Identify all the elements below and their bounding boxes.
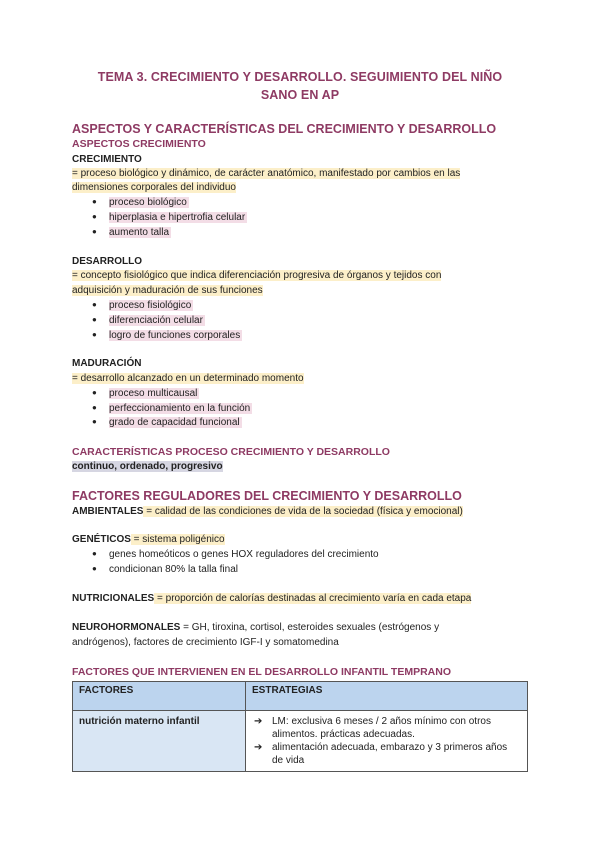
list-item: ● genes homeóticos o genes HOX reguladores del crecimiento [92, 549, 379, 560]
neurohormonales-line1: NEUROHORMONALES = GH, tiroxina, cortisol, esteroides sexuales (estrógenos y [72, 622, 440, 633]
nutricionales-line: NUTRICIONALES = proporción de calorías destinadas al crecimiento varía en cada etapa [72, 593, 472, 604]
geneticos-line: GENÉTICOS = sistema poligénico [72, 534, 225, 545]
desarrollo-definition-line1: = concepto fisiológico que indica diferenciación progresiva de órganos y tejidos con [72, 270, 442, 281]
desarrollo-definition-line2: adquisición y maduración de sus funciones [72, 285, 263, 296]
crecimiento-label: CRECIMIENTO [72, 154, 142, 165]
document-title-line2: SANO EN AP [260, 88, 340, 102]
bullet-icon: ● [92, 315, 97, 324]
bullet-icon: ● [92, 197, 97, 206]
caracteristicas-heading: CARACTERÍSTICAS PROCESO CRECIMIENTO Y DESARROLLO [72, 446, 390, 458]
list-item: ● diferenciación celular [92, 315, 203, 326]
bullet-icon: ● [92, 330, 97, 339]
arrow-right-icon: ➔ [254, 716, 263, 727]
section2-heading: FACTORES REGULADORES DEL CRECIMIENTO Y DESARROLLO [72, 489, 462, 503]
list-item: ➔ LM: exclusiva 6 meses / 2 años mínimo con otros alimentos. prácticas adecuadas. [254, 716, 491, 740]
table-header-factores: FACTORES [73, 682, 246, 711]
factores-table [72, 681, 528, 772]
neurohormonales-line2: andrógenos), factores de crecimiento IGF-I y somatomedina [72, 637, 339, 648]
table-cell-strategies [246, 711, 528, 772]
bullet-icon: ● [92, 564, 97, 573]
caracteristicas-value: continuo, ordenado, progresivo [72, 461, 223, 472]
list-item: ● proceso biológico [92, 197, 187, 208]
list-item: ● proceso fisiológico [92, 300, 192, 311]
list-item: ➔ alimentación adecuada, embarazo y 3 primeros años de vida [254, 742, 508, 766]
desarrollo-label: DESARROLLO [72, 256, 142, 267]
list-item: ● condicionan 80% la talla final [92, 564, 238, 575]
list-item: ● aumento talla [92, 227, 170, 238]
list-item: ● logro de funciones corporales [92, 330, 241, 341]
list-item: ● proceso multicausal [92, 388, 198, 399]
ambientales-line: AMBIENTALES = calidad de las condiciones de vida de la sociedad (física y emocional) [72, 506, 463, 517]
bullet-icon: ● [92, 300, 97, 309]
arrow-right-icon: ➔ [254, 742, 263, 753]
table-cell-factor: nutrición materno infantil [73, 711, 246, 772]
table-row [73, 711, 528, 772]
section1-heading: ASPECTOS Y CARACTERÍSTICAS DEL CRECIMIENTO Y DESARROLLO [72, 122, 497, 136]
crecimiento-definition-line1: = proceso biológico y dinámico, de carácter anatómico, manifestado por cambios en las [72, 168, 461, 179]
maduracion-label: MADURACIÓN [72, 358, 142, 369]
list-item: ● hiperplasia e hipertrofia celular [92, 212, 246, 223]
bullet-icon: ● [92, 417, 97, 426]
table-header-row [73, 682, 528, 711]
section3-heading: FACTORES QUE INTERVIENEN EN EL DESARROLLO INFANTIL TEMPRANO [72, 666, 452, 678]
list-item: ● grado de capacidad funcional [92, 417, 240, 428]
bullet-icon: ● [92, 388, 97, 397]
list-item: ● perfeccionamiento en la función [92, 403, 251, 414]
bullet-icon: ● [92, 227, 97, 236]
section1-subheading: ASPECTOS CRECIMIENTO [72, 138, 206, 150]
maduracion-definition: = desarrollo alcanzado en un determinado momento [72, 373, 304, 384]
document-title-line1: TEMA 3. CRECIMIENTO Y DESARROLLO. SEGUIMIENTO DEL NIÑO [97, 70, 503, 84]
crecimiento-definition-line2: dimensiones corporales del individuo [72, 182, 236, 193]
bullet-icon: ● [92, 403, 97, 412]
bullet-icon: ● [92, 549, 97, 558]
bullet-icon: ● [92, 212, 97, 221]
table-header-estrategias: ESTRATEGIAS [246, 682, 528, 711]
